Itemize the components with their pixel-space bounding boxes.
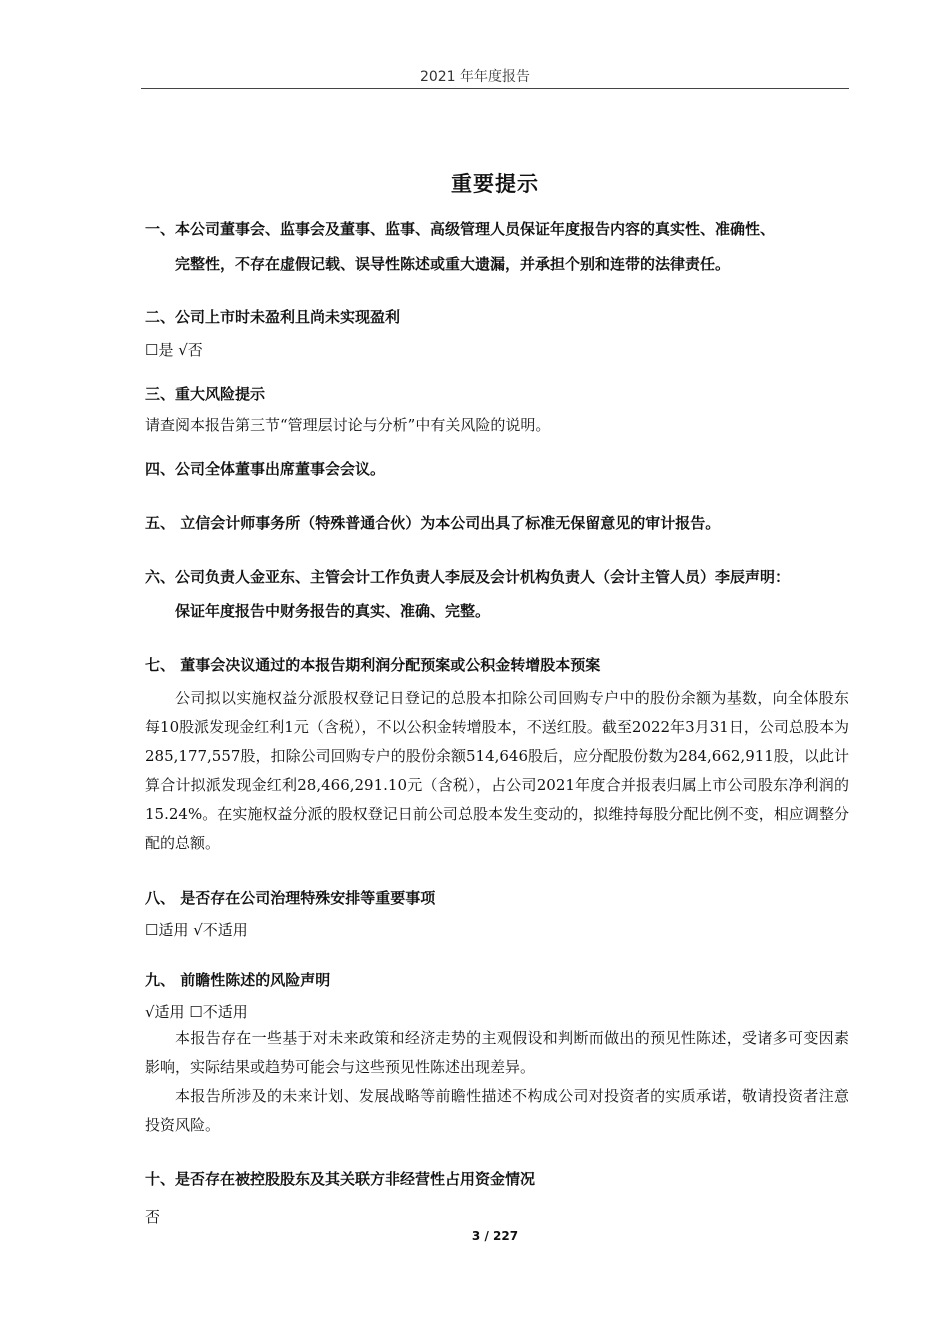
- section-4-heading: 四、公司全体董事出席董事会会议。: [145, 460, 386, 478]
- page-number: 3 / 227: [471, 1229, 519, 1243]
- section-8-heading: 八、 是否存在公司治理特殊安排等重要事项: [145, 889, 436, 907]
- running-header: 2021 年年度报告: [419, 69, 531, 85]
- section-10-answer: 否: [145, 1208, 161, 1226]
- section-9-heading: 九、 前瞻性陈述的风险声明: [145, 971, 331, 989]
- section-6-line-1: 六、公司负责人金亚东、主管会计工作负责人李辰及会计机构负责人（会计主管人员）李辰声明：: [145, 568, 791, 586]
- section-9-paragraph-2: 本报告所涉及的未来计划、发展战略等前瞻性描述不构成公司对投资者的实质承诺，敬请投资者注意投资风险。: [145, 1087, 849, 1134]
- section-10-heading: 十、是否存在被控股股东及其关联方非经营性占用资金情况: [145, 1170, 536, 1188]
- section-7-heading: 七、 董事会决议通过的本报告期利润分配预案或公积金转增股本预案: [145, 656, 601, 674]
- section-9-choice: √适用 ☐不适用: [145, 1003, 248, 1021]
- section-5-heading: 五、 立信会计师事务所（特殊普通合伙）为本公司出具了标准无保留意见的审计报告。: [145, 514, 721, 532]
- page-title: 重要提示: [451, 172, 539, 196]
- header-rule: [141, 88, 849, 89]
- section-2-heading: 二、公司上市时未盈利且尚未实现盈利: [145, 308, 401, 326]
- section-6-line-2: 保证年度报告中财务报告的真实、准确、完整。: [175, 602, 491, 620]
- section-2-choice: ☐是 √否: [145, 341, 203, 359]
- section-3-heading: 三、重大风险提示: [145, 385, 266, 403]
- section-8-choice: ☐适用 √不适用: [145, 921, 248, 939]
- section-9-paragraph-1: 本报告存在一些基于对未来政策和经济走势的主观假设和判断而做出的预见性陈述，受诸多可变因素影响，实际结果或趋势可能会与这些预见性陈述出现差异。: [145, 1029, 849, 1076]
- section-7-text: 公司拟以实施权益分派股权登记日登记的总股本扣除公司回购专户中的股份余额为基数，向全体股东每10股派发现金红利1元（含税），不以公积金转增股本，不送红股。截至2022年3月31日，公司总股本为285,177,557股，扣除公司回购专户的股份余额514,646股后，应分配股份数为284,662,911股，以此计算合计拟派发现金红利28,466,291.10元（含税），占公司2021年度合并报表归属上市公司股东净利润的15.24%。在实施权益分派的股权登记日前公司总股本发生变动的，拟维持每股分配比例不变，相应调整分配的总额。: [145, 689, 849, 852]
- section-1-line-1: 一、本公司董事会、监事会及董事、监事、高级管理人员保证年度报告内容的真实性、准确性、: [145, 220, 776, 238]
- section-1-line-2: 完整性，不存在虚假记载、误导性陈述或重大遗漏，并承担个别和连带的法律责任。: [175, 255, 731, 273]
- section-3-text: 请查阅本报告第三节“管理层讨论与分析”中有关风险的说明。: [145, 416, 551, 434]
